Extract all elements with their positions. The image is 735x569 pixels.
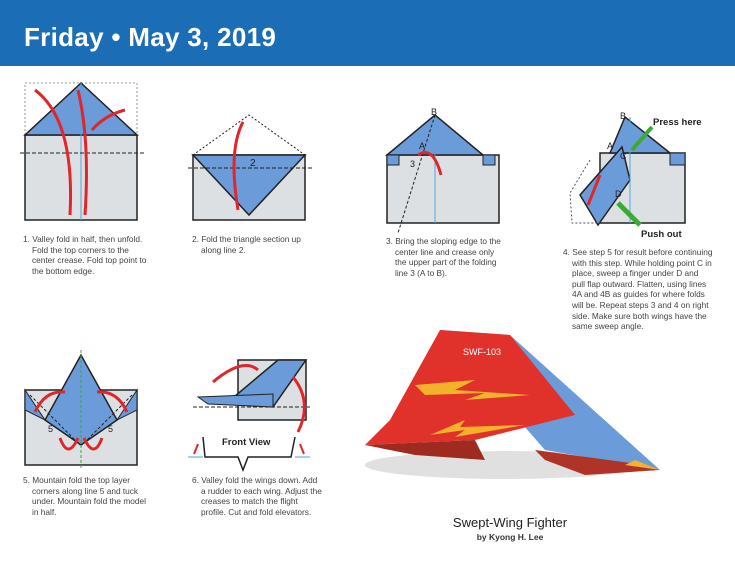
plane-marking: SWF-103 [463,347,502,357]
line-5-right-label: 5 [108,424,114,434]
step1-text: 1. Valley fold in half, then unfold. Fold the top corners to the center crease. Fold top point to the bottom edge. [23,234,147,276]
step4-text: 4. See step 5 for result before continuing with this step. While holding point C in place, sweep a finger under D and pull flap outward. Flatten, using lines 4A and 4B as guides for where folds will be. Repeat steps 3 and 4 on right side. Make sure both wings have the same sweep angle. [563,247,713,332]
step3-diagram [383,105,508,235]
step4-diagram [560,105,730,230]
press-here-label: Press here [653,117,702,128]
step2-text: 2. Fold the triangle section up along line 2. [192,234,301,255]
front-view-label: Front View [222,437,271,448]
point-d-label: D [615,189,622,199]
point-b-label: B [620,111,627,121]
swept-wing-fighter-image [355,325,665,485]
line-5-left-label: 5 [48,424,54,434]
line-3-label: 3 [410,159,416,169]
push-out-label: Push out [641,229,682,240]
step1-diagram [20,80,145,225]
step3-text: 3. Bring the sloping edge to the center line and crease only the upper part of the folding line 3 (A to B). [386,236,501,278]
step2-diagram [188,110,313,225]
model-title: Swept-Wing Fighter [452,515,568,530]
line-2-label: 2 [250,158,256,169]
step5-diagram [20,350,145,470]
point-a-label: A [419,141,426,151]
step5-text: 5. Mountain fold the top layer corners along line 5 and tuck under. Mountain fold the model in half. [23,475,146,517]
model-author: by Kyong H. Lee [476,532,544,542]
point-c-label: C [620,151,627,161]
step6-diagram [188,352,313,477]
point-b-label: B [431,107,438,117]
page-title: Friday • May 3, 2019 [24,22,277,52]
step6-text: 6. Valley fold the wings down. Add a rudder to each wing. Adjust the creases to match the flight profile. Cut and fold elevators. [192,475,322,517]
point-a-label: A [607,141,614,151]
header-bar [0,0,735,66]
